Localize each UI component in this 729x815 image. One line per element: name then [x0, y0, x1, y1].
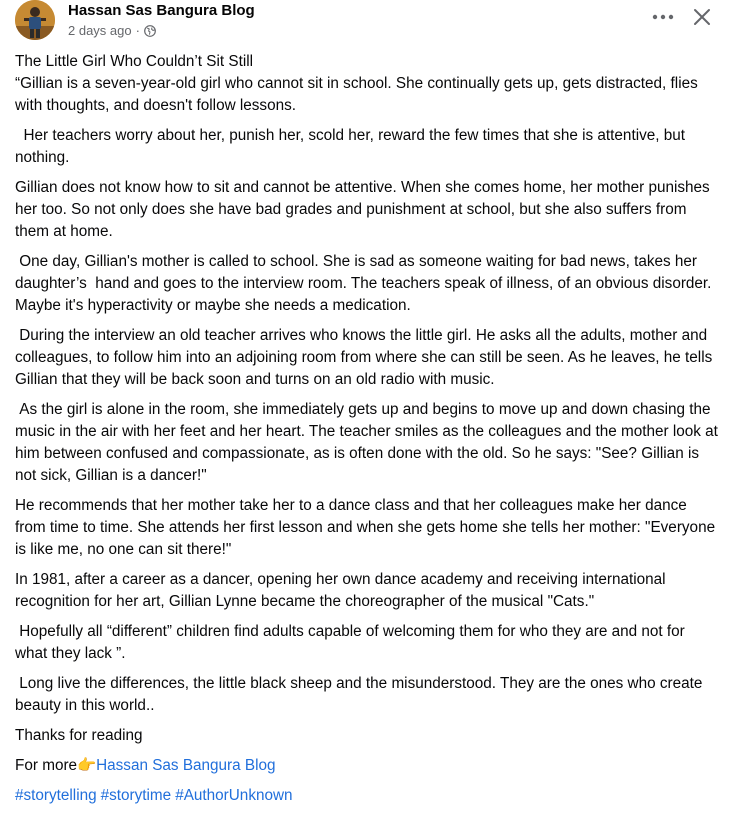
hashtag-link[interactable]: #storytelling: [15, 787, 97, 804]
more-horizontal-icon: [652, 14, 674, 20]
author-name[interactable]: Hassan Sas Bangura Blog: [68, 2, 255, 19]
blog-link[interactable]: Hassan Sas Bangura Blog: [96, 757, 276, 774]
hashtag-link[interactable]: #storytime: [100, 787, 172, 804]
timestamp[interactable]: 2 days ago: [68, 23, 132, 38]
post-paragraph: Long live the differences, the little black sheep and the misunderstood. They are the ones who create beauty in this world..: [15, 675, 707, 714]
post-paragraph: Hopefully all “different” children find adults capable of welcoming them for who they are and not for what they lack ”.: [15, 623, 689, 662]
avatar[interactable]: [15, 0, 55, 40]
more-options-button[interactable]: [648, 3, 678, 31]
post-paragraph: Thanks for reading: [15, 727, 143, 744]
post-paragraph: Her teachers worry about her, punish her, scold her, reward the few times that she is attentive, but nothing.: [15, 127, 690, 166]
post-paragraph: “Gillian is a seven-year-old girl who cannot sit in school. She continually gets up, gets distracted, flies with thoughts, and doesn't follow lessons.: [15, 75, 703, 114]
post-meta: [68, 23, 156, 38]
post-paragraph: During the interview an old teacher arrives who knows the little girl. He asks all the adults, mother and colleagues, to follow him into an adjoining room from where she can still be seen. As he leaves, he tells Gillian that they will be back soon and turns on an old radio with music.: [15, 327, 717, 388]
close-icon: [693, 8, 711, 26]
for-more-line: [15, 755, 719, 777]
post-body: [15, 51, 723, 815]
hashtag-line: [15, 785, 719, 807]
post-paragraph: Gillian does not know how to sit and cannot be attentive. When she comes home, her mother punishes her too. So not only does she have bad grades and punishment at school, but she also suffers from them at home.: [15, 179, 714, 240]
post-paragraph: One day, Gillian's mother is called to school. She is sad as someone waiting for bad news, takes her daughter’s hand and goes to the interview room. The teachers speak of illness, of an obvious disorder. Maybe it's hyperactivity or maybe she needs a medication.: [15, 253, 716, 314]
for-more-label: For more: [15, 757, 78, 774]
close-button[interactable]: [688, 3, 716, 31]
post-title: The Little Girl Who Couldn’t Sit Still: [15, 53, 254, 70]
post-paragraph: As the girl is alone in the room, she immediately gets up and begins to move up and down chasing the music in the air with her feet and her heart. The teacher smiles as the colleagues and the mother look at him between confused and compassionate, as is often done with the old. So he says: "See? Gillian is not sick, Gillian is a dancer!": [15, 401, 723, 484]
meta-separator: ·: [135, 23, 140, 38]
post-paragraph: In 1981, after a career as a dancer, opening her own dance academy and receiving international recognition for her art, Gillian Lynne became the choreographer of the musical "Cats.": [15, 571, 670, 610]
post-paragraph: He recommends that her mother take her to a dance class and that her colleagues make her dance from time to time. She attends her first lesson and when she gets home she tells her mother: "Everyone is like me, no one can sit there!": [15, 497, 720, 558]
pointing-hand-icon: 👉: [77, 757, 97, 774]
hashtag-link[interactable]: #AuthorUnknown: [175, 787, 293, 804]
globe-icon: [144, 25, 156, 37]
post-header: [0, 0, 729, 52]
